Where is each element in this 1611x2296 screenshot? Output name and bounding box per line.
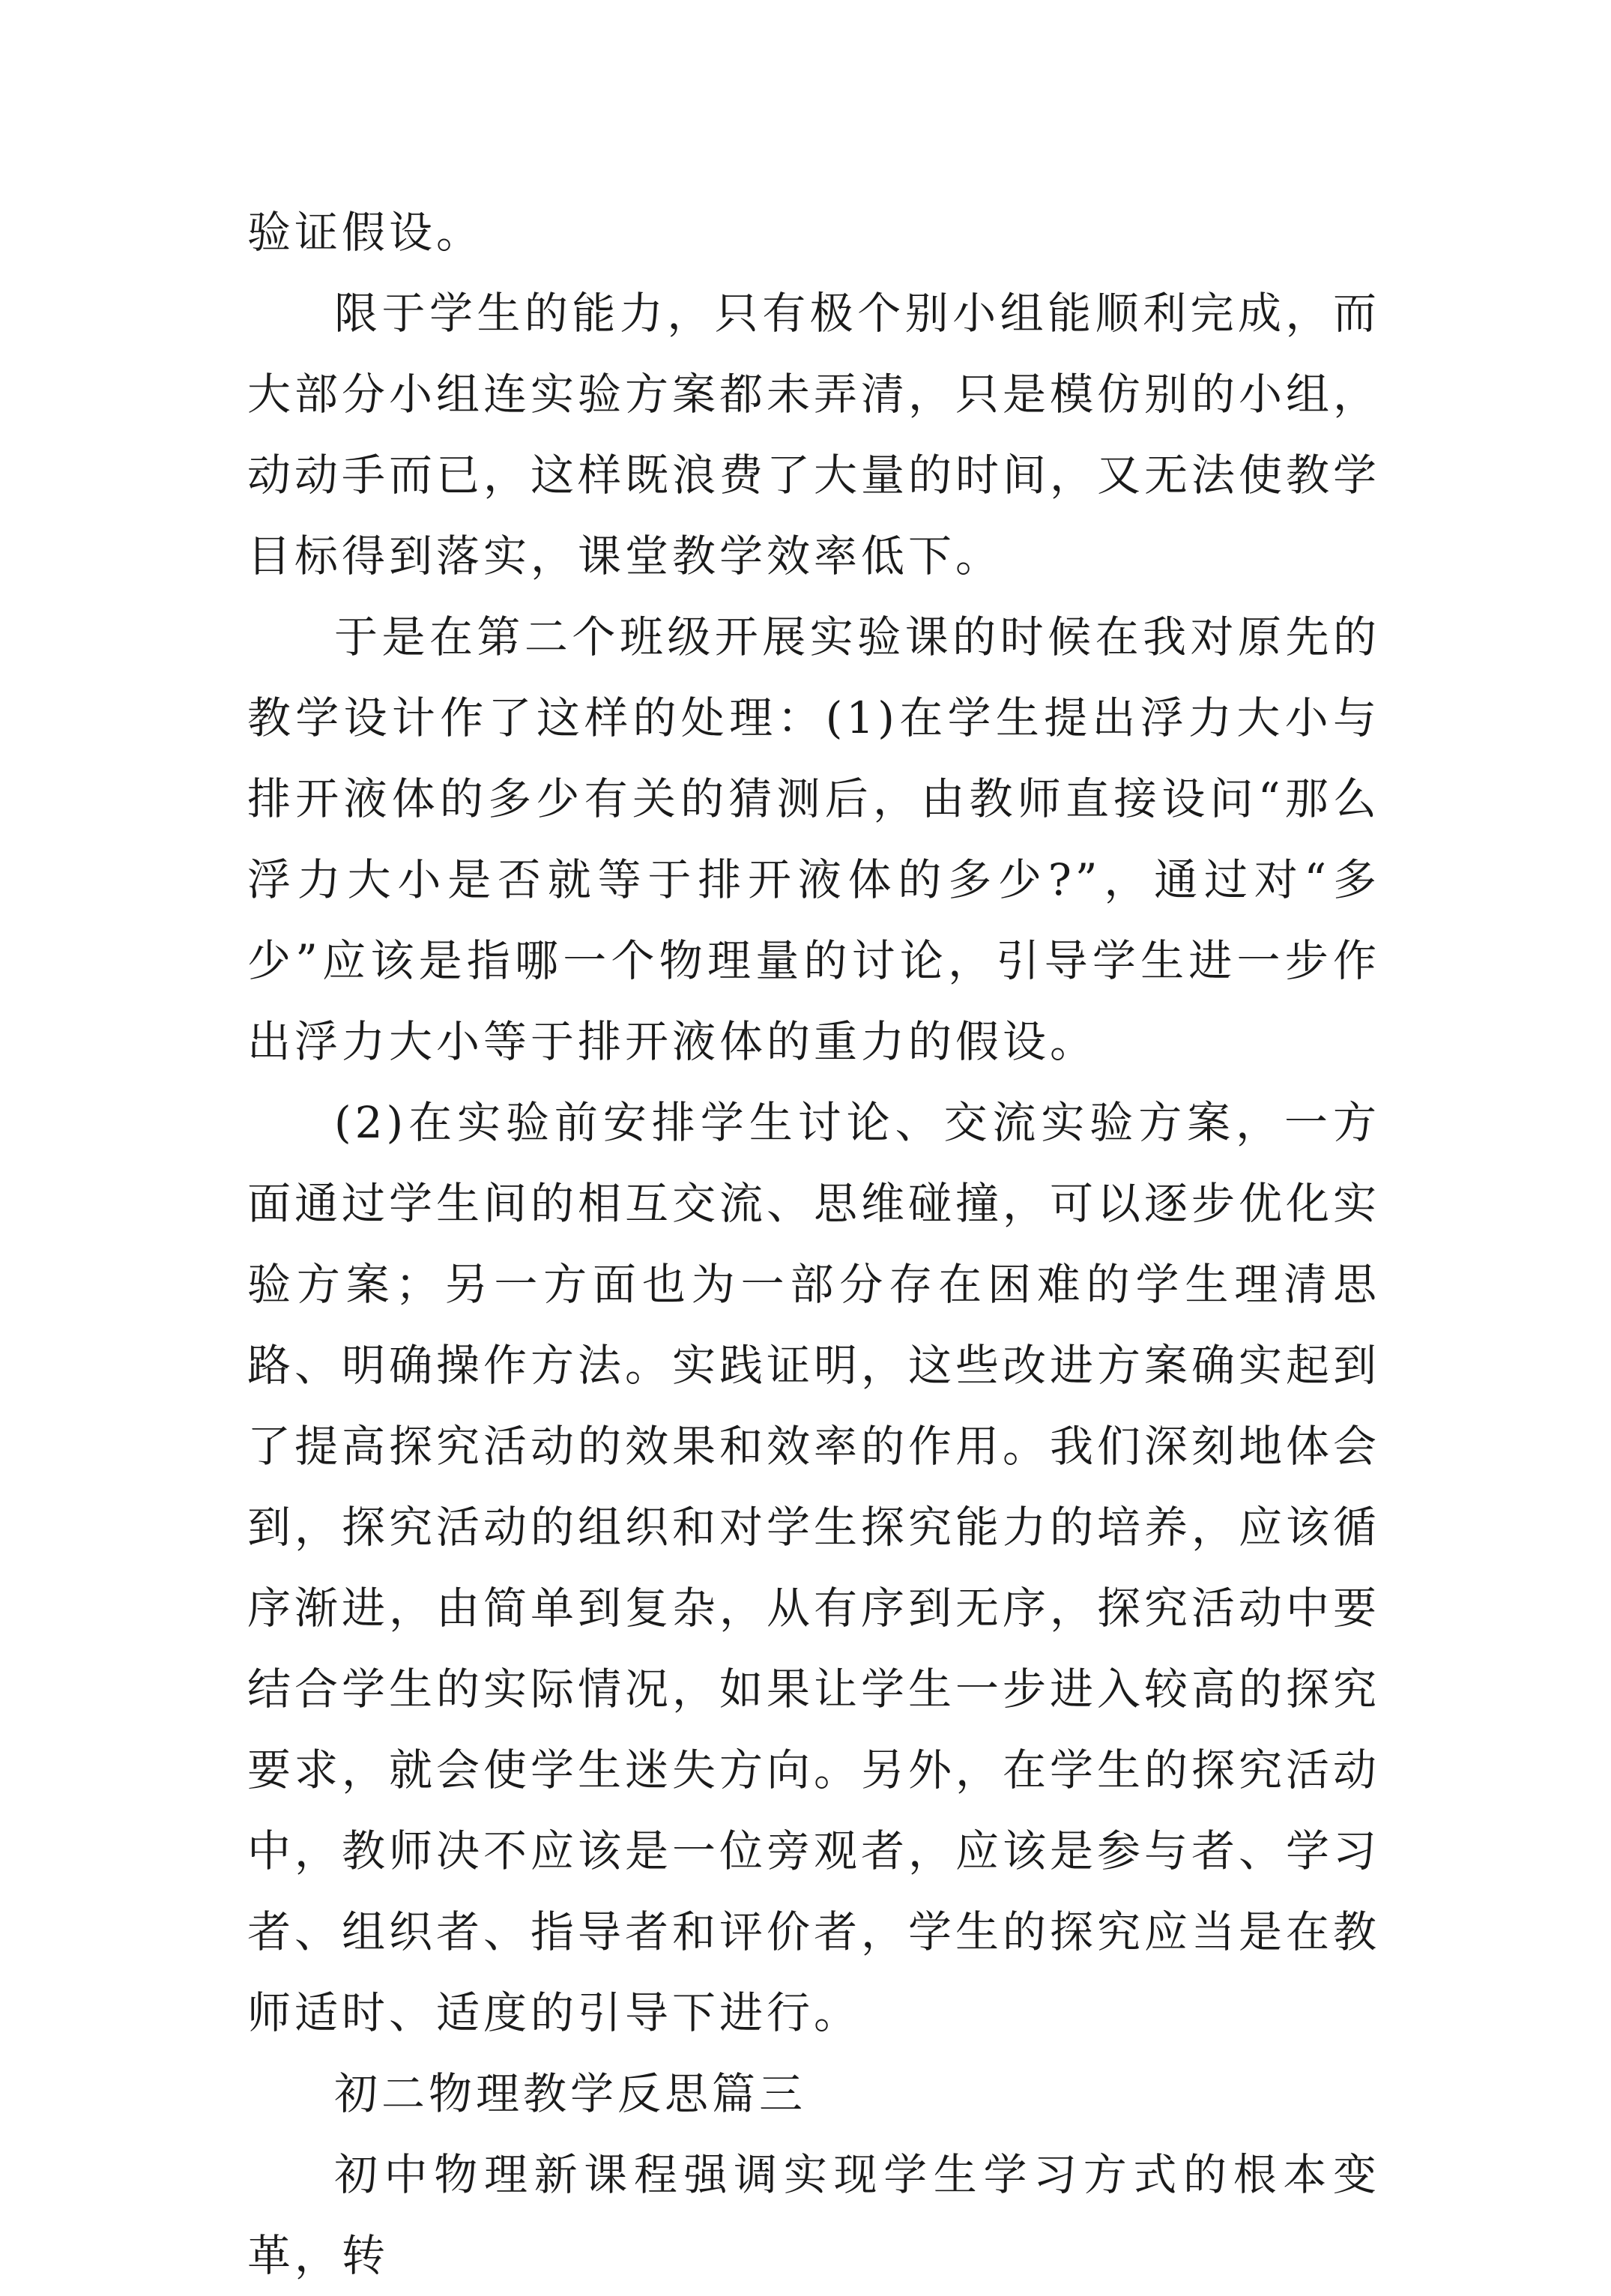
paragraph-new-curriculum: 初中物理新课程强调实现学生学习方式的根本变革，转 bbox=[247, 2149, 1380, 2281]
paragraph-second-class-design: 于是在第二个班级开展实验课的时候在我对原先的教学设计作了这样的处理：(1)在学生提出浮力大小与排开液体的多少有关的猜测后，由教师直接设问“那么浮力大小是否就等于排开液体的多少?”，通过对“多少”应该是指哪一个物理量的讨论，引导学生进一步作出浮力大小等于排开液体的重力的假设。 bbox=[247, 611, 1380, 1067]
document-body bbox=[247, 192, 1380, 2296]
paragraph-verify-hypothesis: 验证假设。 bbox=[247, 207, 484, 258]
paragraph-discussion-plan: (2)在实验前安排学生讨论、交流实验方案，一方面通过学生间的相互交流、思维碰撞，可以逐步优化实验方案；另一方面也为一部分存在困难的学生理清思路、明确操作方法。实践证明，这些改进方案确实起到了提高探究活动的效果和效率的作用。我们深刻地体会到，探究活动的组织和对学生探究能力的培养，应该循序渐进，由简单到复杂，从有序到无序，探究活动中要结合学生的实际情况，如果让学生一步进入较高的探究要求，就会使学生迷失方向。另外，在学生的探究活动中，教师决不应该是一位旁观者，应该是参与者、学习者、组织者、指导者和评价者，学生的探究应当是在教师适时、适度的引导下进行。 bbox=[247, 1097, 1381, 2038]
section-heading: 初二物理教学反思篇三 bbox=[334, 2068, 807, 2119]
paragraph-student-ability: 限于学生的能力，只有极个别小组能顺利完成，而大部分小组连实验方案都未弄清，只是模仿别的小组，动动手而已，这样既浪费了大量的时间，又无法使教学目标得到落实，课堂教学效率低下。 bbox=[247, 288, 1381, 581]
